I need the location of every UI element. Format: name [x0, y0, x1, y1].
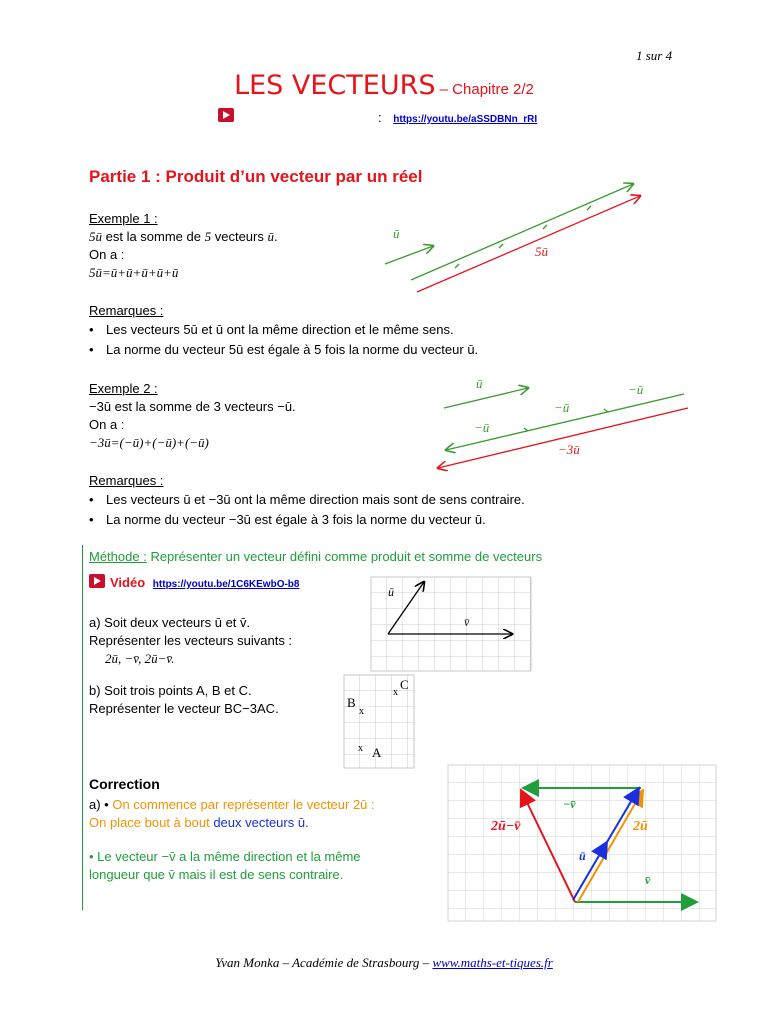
corr-bullet2-line1: • Le vecteur −v̄ a la même direction et la même: [89, 849, 361, 864]
video-link[interactable]: https://youtu.be/aSSDBNn_rRI: [393, 114, 538, 125]
method-title: [89, 548, 542, 566]
point-B-label: B: [347, 695, 356, 710]
label-5u: 5ū: [535, 244, 548, 259]
ex1-count: 5: [204, 229, 212, 244]
remark2-item: • Les vecteurs ū et −3ū ont la même direction mais sont de sens contraire.: [89, 490, 729, 510]
label-u: ū: [579, 849, 586, 863]
corr-blue: deux vecteurs ū.: [213, 815, 309, 830]
vector-u-arrow: [444, 388, 528, 408]
grid-label-v: v̄: [464, 615, 470, 629]
example2-label: Exemple 2 :: [89, 381, 158, 396]
footer-link[interactable]: www.maths-et-tiques.fr: [432, 955, 553, 970]
ex1-vec: ū: [95, 229, 102, 244]
youtube-icon[interactable]: [218, 108, 234, 127]
label-u: ū: [393, 226, 400, 241]
part-b-line2: Représenter le vecteur BC−3AC.: [89, 701, 279, 716]
ex1-coef: 5: [89, 229, 96, 244]
method-video-link[interactable]: https://youtu.be/1C6KEwbO-b8: [152, 579, 300, 590]
vector-minus3u-arrow: [438, 408, 688, 468]
correction-figure: [447, 764, 717, 922]
method-part-a: [89, 614, 292, 668]
youtube-icon[interactable]: [89, 574, 105, 593]
point-A-label: A: [372, 745, 382, 760]
grid-abc: [343, 674, 415, 770]
point-A-mark: x: [358, 743, 363, 754]
corr-prefix: a) •: [89, 797, 113, 812]
ex1-text1: est la somme de: [102, 229, 205, 244]
vector-u-arrow: [385, 246, 433, 264]
ex1-text2: vecteurs: [211, 229, 268, 244]
part-a-line1: a) Soit deux vecteurs ū et v̄.: [89, 615, 251, 630]
figure-minus3u: [430, 372, 695, 472]
label-minus-v: −v̄: [563, 797, 576, 811]
grid-uv: [370, 576, 532, 672]
method-video-row: [110, 575, 299, 590]
label-2u: 2ū: [633, 819, 648, 834]
label-minus-u: −ū: [554, 400, 570, 415]
video-link-row: [378, 110, 537, 125]
footer: [0, 955, 768, 971]
remark1-item: • La norme du vecteur 5ū est égale à 5 fois la norme du vecteur ū.: [89, 340, 709, 360]
figure-5u: [375, 178, 655, 300]
vector-5-chain: [411, 184, 633, 280]
remarks1-label: Remarques :: [89, 303, 164, 318]
part-b-line1: b) Soit trois points A, B et C.: [89, 683, 252, 698]
correction-label: Correction: [89, 776, 160, 792]
remark2-item: • La norme du vecteur −3ū est égale à 3 fois la norme du vecteur ū.: [89, 510, 729, 530]
method-text: Représenter un vecteur défini comme produit et somme de vecteurs: [146, 549, 543, 564]
point-B-mark: x: [359, 706, 364, 717]
title-main: LES VECTEURS: [234, 70, 436, 101]
correction-a: [89, 796, 429, 884]
label-minus3u: −3ū: [558, 442, 580, 457]
ex1-formula: 5ū=ū+ū+ū+ū+ū: [89, 265, 179, 280]
point-C-label: C: [400, 677, 409, 692]
vector-5u-arrow: [417, 196, 640, 292]
example2: [89, 380, 296, 452]
chain-ticks: [455, 206, 591, 268]
method-part-b: [89, 682, 279, 718]
page-number: 1 sur 4: [636, 48, 673, 63]
label-minus-u: −ū: [474, 420, 490, 435]
remarks2-label: Remarques :: [89, 473, 164, 488]
label-2u-minus-v: 2ū−v̄: [491, 819, 521, 834]
corr-bullet2-line2: longueur que v̄ mais il est de sens contraire.: [89, 867, 344, 882]
ex1-on-a: On a :: [89, 247, 125, 262]
remarks1: [89, 302, 709, 360]
part1-heading: Partie 1 : Produit d’un vecteur par un réel: [89, 167, 423, 186]
corr-orange-1: On commence par représenter le vecteur 2ū :: [112, 797, 375, 812]
ex2-formula: −3ū=(−ū)+(−ū)+(−ū): [89, 435, 209, 450]
page-title: [0, 70, 768, 101]
method-border: [82, 545, 83, 910]
grid-label-u: ū: [388, 585, 394, 599]
ex2-on-a: On a :: [89, 417, 125, 432]
footer-text: Yvan Monka – Académie de Strasbourg –: [215, 955, 433, 970]
label-u: ū: [476, 376, 483, 391]
point-C-mark: x: [393, 687, 398, 698]
label-minus-u: −ū: [628, 382, 644, 397]
ex1-vec2: ū: [267, 229, 274, 244]
ex2-line1: −3ū est la somme de 3 vecteurs −ū.: [89, 399, 296, 414]
example1-label: Exemple 1 :: [89, 211, 158, 226]
remark1-item: • Les vecteurs 5ū et ū ont la même direction et le même sens.: [89, 320, 709, 340]
title-sub: – Chapitre 2/2: [435, 81, 534, 98]
remarks2: [89, 472, 729, 530]
method-label: Méthode :: [89, 549, 147, 564]
part-a-line2: Représenter les vecteurs suivants :: [89, 633, 293, 648]
part-a-line3: 2ū, −v̄, 2ū−v̄.: [105, 651, 175, 666]
label-v: v̄: [645, 873, 651, 887]
ex1-dot: .: [273, 229, 278, 244]
video-separator: :: [378, 110, 382, 125]
example1: [89, 210, 278, 282]
corr-orange-2: On place bout à bout: [89, 815, 214, 830]
video-label: Vidéo: [110, 575, 146, 590]
